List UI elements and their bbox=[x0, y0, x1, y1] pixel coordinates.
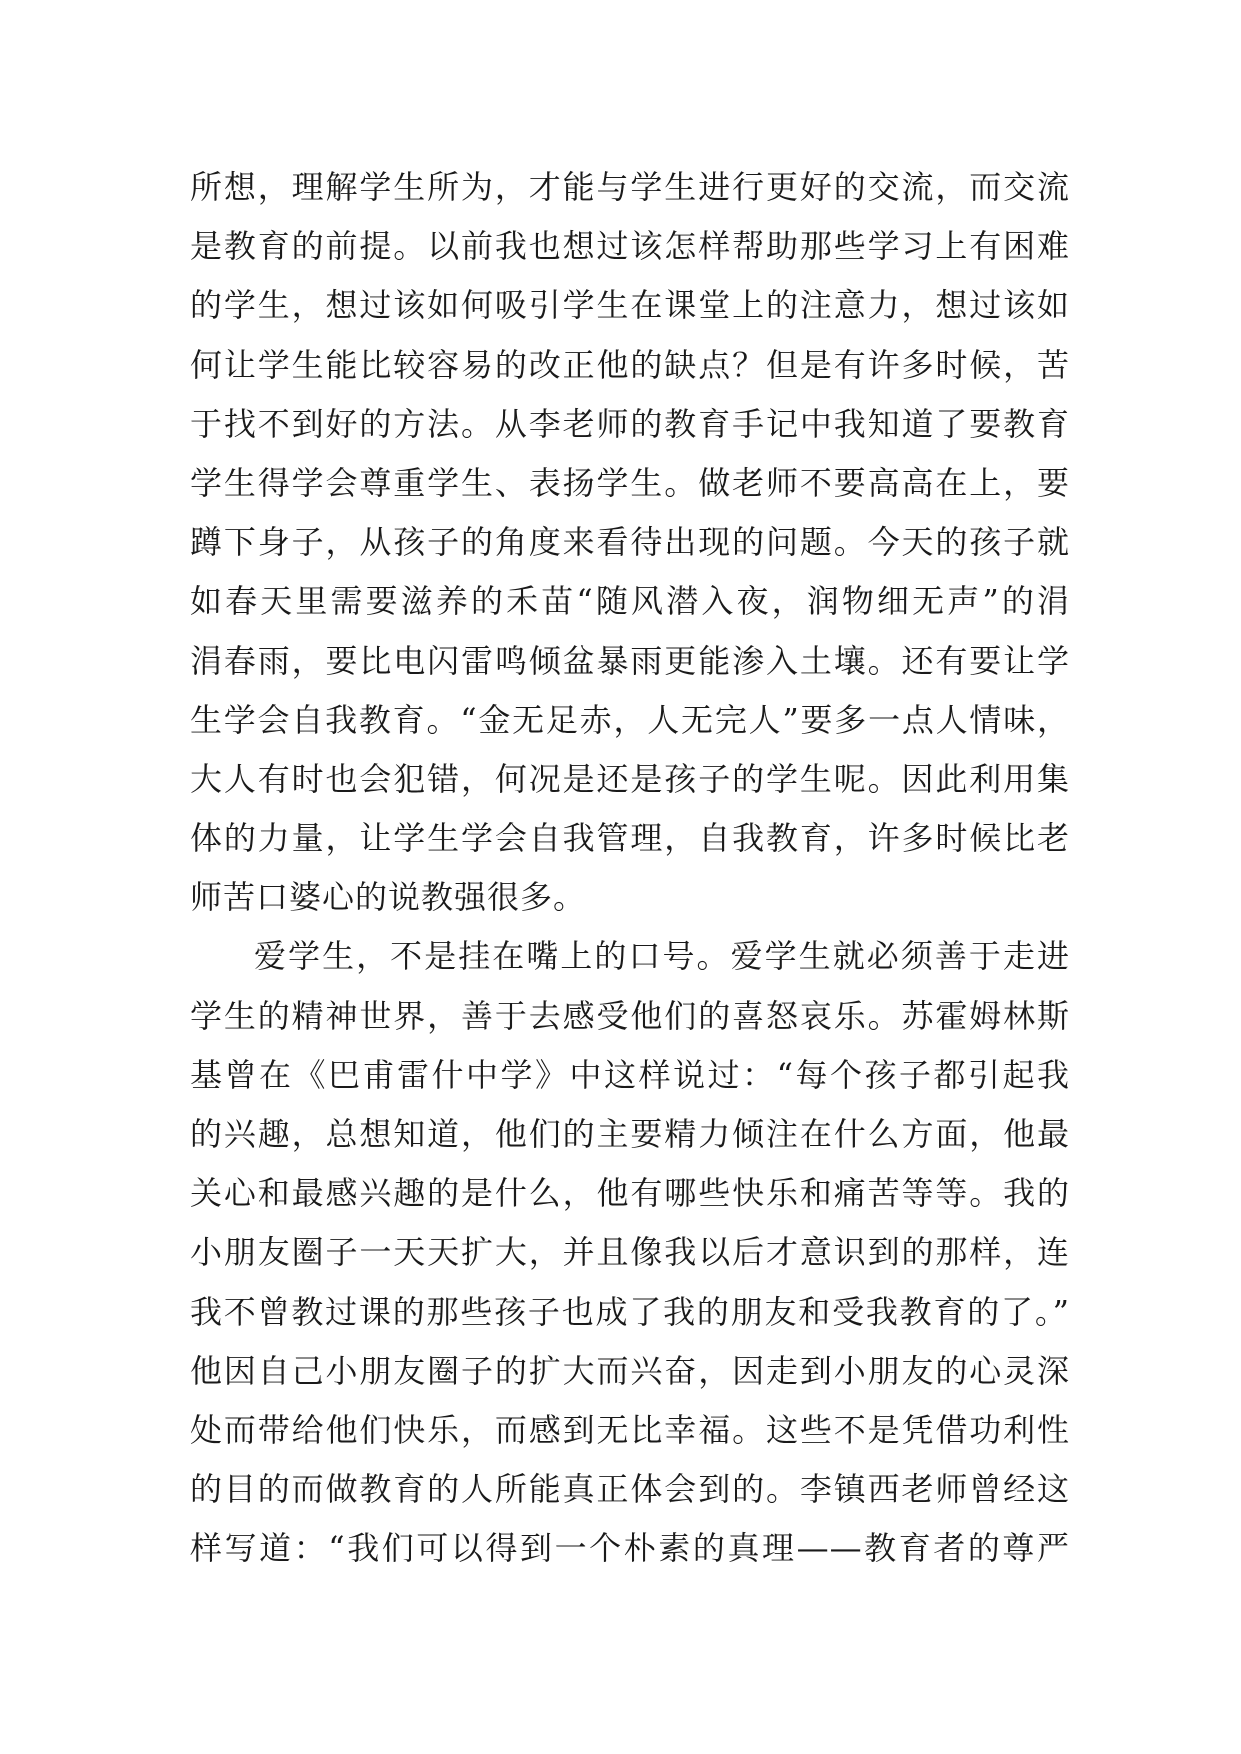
text-line: 学生得学会尊重学生、表扬学生。做老师不要高高在上，要 bbox=[190, 463, 1070, 502]
text-line: 体的力量，让学生学会自我管理，自我教育，许多时候比老 bbox=[190, 819, 1070, 858]
text-line: 的兴趣，总想知道，他们的主要精力倾注在什么方面，他最 bbox=[190, 1115, 1070, 1153]
text-line: 他因自己小朋友圈子的扩大而兴奋，因走到小朋友的心灵深 bbox=[190, 1351, 1070, 1390]
text-line: 所想，理解学生所为，才能与学生进行更好的交流，而交流 bbox=[190, 168, 1070, 206]
text-line: 涓春雨，要比电闪雷鸣倾盆暴雨更能渗入土壤。还有要让学 bbox=[190, 641, 1070, 680]
text-line: 是教育的前提。以前我也想过该怎样帮助那些学习上有困难 bbox=[190, 227, 1070, 266]
text-line: 样写道：“我们可以得到一个朴素的真理——教育者的尊严 bbox=[190, 1529, 1070, 1568]
text-line: 基曾在《巴甫雷什中学》中这样说过：“每个孩子都引起我 bbox=[190, 1055, 1070, 1094]
text-line: 的学生，想过该如何吸引学生在课堂上的注意力，想过该如 bbox=[190, 286, 1070, 325]
paragraph-first-line: 爱学生，不是挂在嘴上的口号。爱学生就必须善于走进 bbox=[254, 937, 1070, 976]
body-text bbox=[190, 158, 1070, 1579]
text-line: 何让学生能比较容易的改正他的缺点？但是有许多时候，苦 bbox=[190, 345, 1070, 384]
text-line: 小朋友圈子一天天扩大，并且像我以后才意识到的那样，连 bbox=[190, 1233, 1070, 1272]
text-line: 如春天里需要滋养的禾苗“随风潜入夜，润物细无声”的涓 bbox=[190, 582, 1070, 621]
text-line: 的目的而做教育的人所能真正体会到的。李镇西老师曾经这 bbox=[190, 1470, 1070, 1509]
text-line: 关心和最感兴趣的是什么，他有哪些快乐和痛苦等等。我的 bbox=[190, 1174, 1070, 1213]
text-line: 于找不到好的方法。从李老师的教育手记中我知道了要教育 bbox=[190, 404, 1070, 443]
text-line: 我不曾教过课的那些孩子也成了我的朋友和受我教育的了。” bbox=[190, 1292, 1070, 1331]
text-line: 师苦口婆心的说教强很多。 bbox=[190, 878, 587, 917]
text-line: 大人有时也会犯错，何况是还是孩子的学生呢。因此利用集 bbox=[190, 759, 1070, 798]
text-line: 学生的精神世界，善于去感受他们的喜怒哀乐。苏霍姆林斯 bbox=[190, 996, 1070, 1035]
text-line: 生学会自我教育。“金无足赤，人无完人”要多一点人情味， bbox=[190, 700, 1070, 739]
text-line: 处而带给他们快乐，而感到无比幸福。这些不是凭借功利性 bbox=[190, 1410, 1070, 1449]
text-line: 蹲下身子，从孩子的角度来看待出现的问题。今天的孩子就 bbox=[190, 523, 1070, 562]
